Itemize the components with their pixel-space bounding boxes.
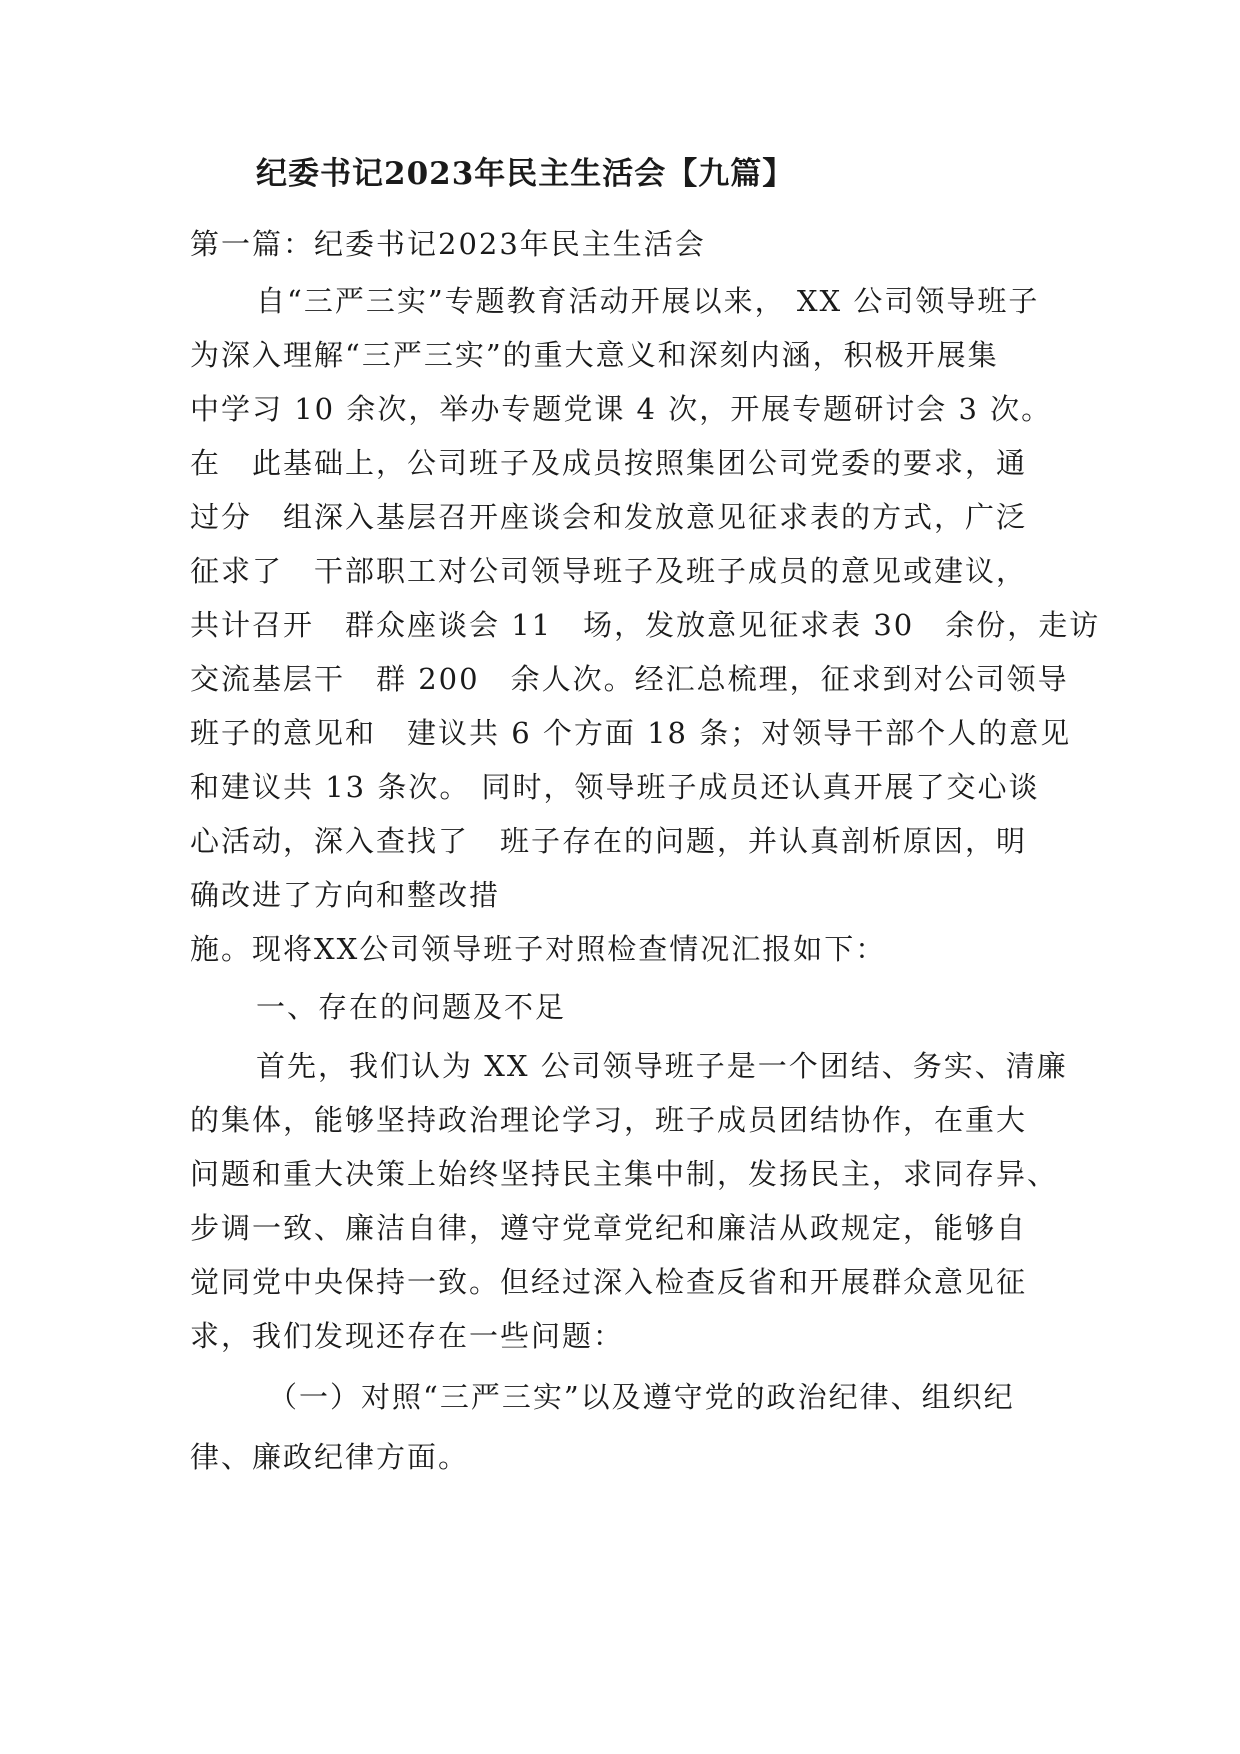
subheading-one-continued: 律、廉政纪律方面。: [190, 1440, 470, 1474]
heading-one: 一、存在的问题及不足: [256, 990, 567, 1024]
paragraph-line: 觉同党中央保持一致。但经过深入检查反省和开展群众意见征: [190, 1265, 1028, 1299]
paragraph-line: 确改进了方向和整改措: [190, 878, 501, 912]
paragraph-line: 交流基层干 群 200 余人次。经汇总梳理，征求到对公司领导: [190, 662, 1069, 696]
paragraph-line: 问题和重大决策上始终坚持民主集中制，发扬民主，求同存异、: [190, 1157, 1059, 1191]
paragraph-line: 中学习 10 余次，举办专题党课 4 次，开展专题研讨会 3 次。: [190, 392, 1053, 426]
paragraph-line: 的集体，能够坚持政治理论学习，班子成员团结协作，在重大: [190, 1103, 1028, 1137]
paragraph-line: 过分 组深入基层召开座谈会和发放意见征求表的方式，广泛: [190, 500, 1028, 534]
paragraph-line: 施。现将XX公司领导班子对照检查情况汇报如下：: [190, 932, 887, 966]
paragraph-line: 为深入理解“三严三实”的重大意义和深刻内涵，积极开展集: [190, 338, 999, 372]
subheading-one: （一）对照“三严三实”以及遵守党的政治纪律、组织纪: [268, 1380, 1015, 1414]
paragraph-line: 首先，我们认为 XX 公司领导班子是一个团结、务实、清廉: [256, 1049, 1068, 1083]
paragraph-line: 求，我们发现还存在一些问题：: [190, 1319, 625, 1353]
paragraph-line: 征求了 干部职工对公司领导班子及班子成员的意见或建议，: [190, 554, 1028, 588]
paragraph-line: 和建议共 13 条次。 同时，领导班子成员还认真开展了交心谈: [190, 770, 1040, 804]
paragraph-line: 步调一致、廉洁自律，遵守党章党纪和廉洁从政规定，能够自: [190, 1211, 1028, 1245]
paragraph-line: 心活动，深入查找了 班子存在的问题，并认真剖析原因，明: [190, 824, 1028, 858]
section-heading: 第一篇：纪委书记2023年民主生活会: [190, 227, 706, 261]
paragraph-line: 班子的意见和 建议共 6 个方面 18 条；对领导干部个人的意见: [190, 716, 1072, 750]
paragraph-line: 自“三严三实”专题教育活动开展以来， XX 公司领导班子: [256, 284, 1040, 318]
paragraph-line: 在 此基础上，公司班子及成员按照集团公司党委的要求，通: [190, 446, 1028, 480]
paragraph-line: 共计召开 群众座谈会 11 场，发放意见征求表 30 余份，走访: [190, 608, 1101, 642]
document-title: 纪委书记2023年民主生活会【九篇】: [256, 156, 795, 192]
